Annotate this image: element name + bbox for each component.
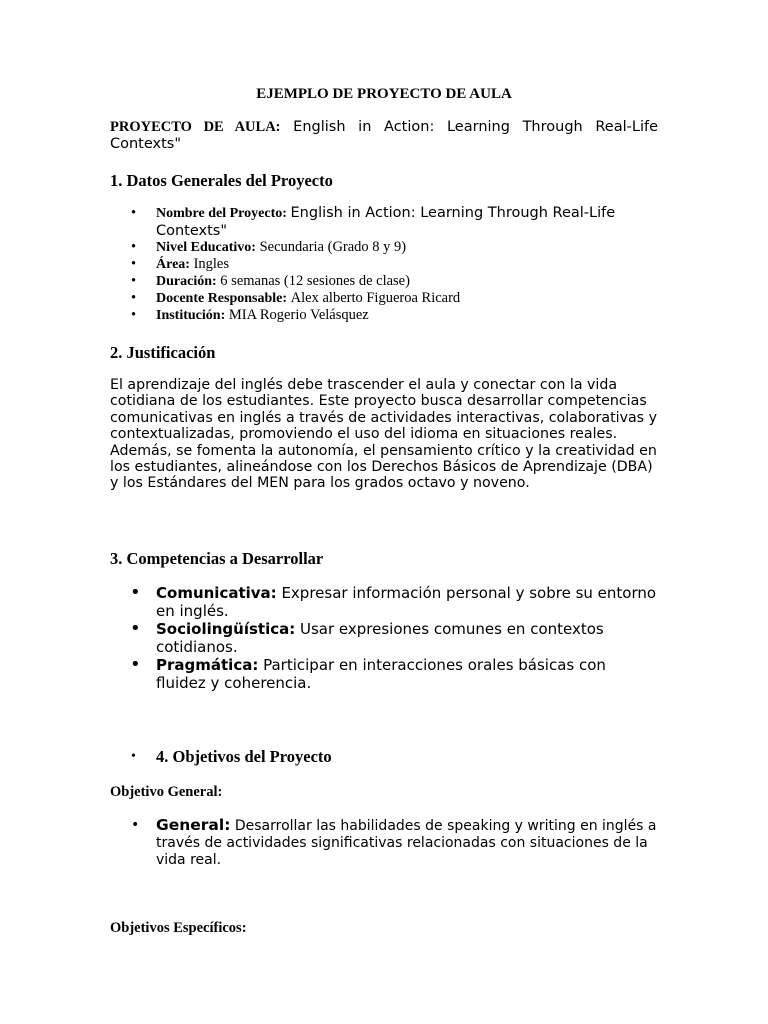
item-value: English in Action: Learning Through Real-Life Contexts" <box>156 205 616 239</box>
list-item <box>110 307 658 324</box>
item-value: Alex alberto Figueroa Ricard <box>290 290 461 306</box>
list-item <box>110 256 658 273</box>
item-label: Docente Responsable: <box>156 291 288 306</box>
general-objective-list <box>110 817 658 869</box>
project-label: PROYECTO DE AULA: <box>110 119 281 135</box>
item-value: Expresar información personal y sobre su entorno en inglés. <box>156 584 657 620</box>
list-item <box>110 620 658 656</box>
item-value: Participar en interacciones orales básicas con fluidez y coherencia. <box>156 656 606 692</box>
item-value: Desarrollar las habilidades de speaking y writing en inglés a través de actividades significativas relacionadas con situaciones de la vida real. <box>156 818 657 868</box>
item-label: Nombre del Proyecto: <box>156 206 287 221</box>
item-value: MIA Rogerio Velásquez <box>228 307 369 323</box>
section-1-heading: 1. Datos Generales del Proyecto <box>110 171 333 190</box>
document-title: EJEMPLO DE PROYECTO DE AULA <box>256 86 512 102</box>
section-2-heading: 2. Justificación <box>110 343 216 362</box>
list-item <box>110 273 658 290</box>
list-item <box>110 239 658 256</box>
list-item <box>110 817 658 869</box>
project-title-line <box>110 119 658 153</box>
item-value: Secundaria (Grado 8 y 9) <box>259 239 407 255</box>
item-label: Área: <box>156 257 190 272</box>
item-label: Duración: <box>156 274 217 289</box>
project-name: English in Action: Learning Through Real-Life Contexts" <box>110 119 658 152</box>
item-label: Pragmática: <box>156 656 259 674</box>
item-label: General: <box>156 816 231 834</box>
list-item <box>110 205 658 239</box>
specific-objectives-label: Objetivos Específicos: <box>110 920 247 936</box>
general-objective-label: Objetivo General: <box>110 784 223 800</box>
list-item <box>110 290 658 307</box>
section-3-heading: 3. Competencias a Desarrollar <box>110 549 324 568</box>
list-item <box>110 584 658 620</box>
item-label: Nivel Educativo: <box>156 240 256 255</box>
general-data-list <box>110 205 658 324</box>
item-label: Comunicativa: <box>156 584 277 602</box>
item-value: 6 semanas (12 sesiones de clase) <box>220 273 410 289</box>
section-4-heading-list <box>110 747 658 767</box>
item-label: Sociolingüística: <box>156 620 296 638</box>
item-label: Institución: <box>156 308 226 323</box>
item-value: Usar expresiones comunes en contextos cotidianos. <box>156 620 604 656</box>
list-item <box>110 656 658 692</box>
item-value: Ingles <box>193 256 230 272</box>
justification-paragraph: El aprendizaje del inglés debe trascender el aula y conectar con la vida cotidiana de los estudiantes. Este proyecto busca desarrollar competencias comunicativas en inglés a través de actividades interactivas, colaborativas y contextualizadas, promoviendo el uso del idioma en situaciones reales. Además, se fomenta la autonomía, el pensamiento crítico y la creatividad en los estudiantes, alineándose con los Derechos Básicos de Aprendizaje (DBA) y los Estándares del MEN para los grados octavo y noveno. <box>110 377 657 492</box>
competencies-list <box>110 584 658 692</box>
section-4-heading: • 4. Objetivos del Proyecto <box>110 747 658 767</box>
